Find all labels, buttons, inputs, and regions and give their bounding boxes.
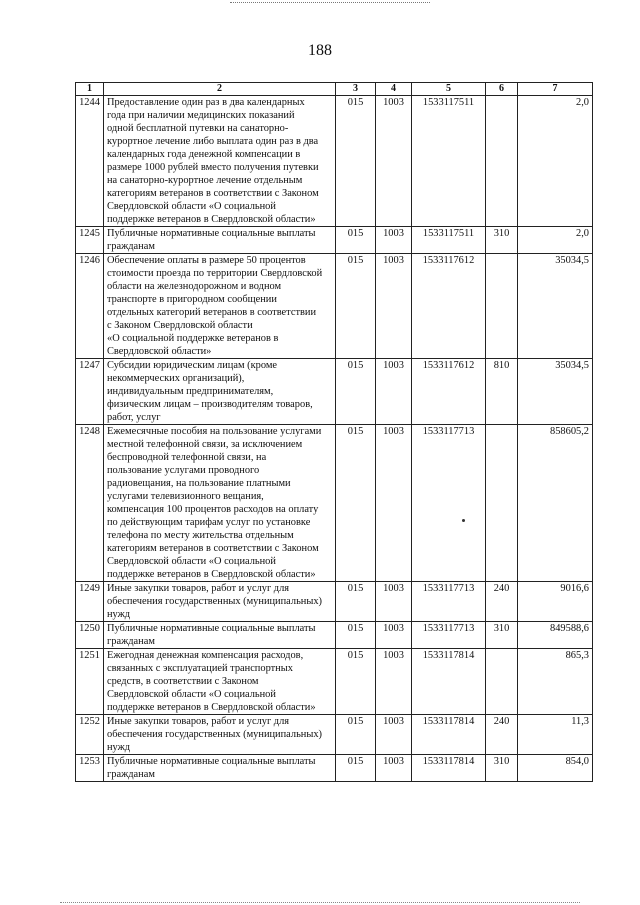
row-description xyxy=(104,755,336,782)
section-code: 1003 xyxy=(376,359,412,425)
table-row xyxy=(76,755,593,782)
description-line: Обеспечение оплаты в размере 50 процентов xyxy=(107,255,306,266)
ministry-code: 015 xyxy=(336,359,376,425)
description-line: Субсидии юридическим лицам (кроме xyxy=(107,360,278,371)
ministry-code: 015 xyxy=(336,649,376,715)
section-code: 1003 xyxy=(376,622,412,649)
description-line: Ежемесячные пособия на пользование услугами xyxy=(107,426,322,437)
expense-type-code xyxy=(486,96,518,227)
section-code: 1003 xyxy=(376,227,412,254)
ministry-code: 015 xyxy=(336,96,376,227)
table-row xyxy=(76,254,593,359)
row-description xyxy=(104,715,336,755)
ministry-code: 015 xyxy=(336,227,376,254)
description-line: календарных года денежной компенсации в xyxy=(107,149,301,160)
table-row xyxy=(76,96,593,227)
row-number: 1246 xyxy=(76,254,104,359)
section-code: 1003 xyxy=(376,649,412,715)
row-number: 1244 xyxy=(76,96,104,227)
section-code: 1003 xyxy=(376,254,412,359)
description-line: одной бесплатной путевки на санаторно- xyxy=(107,123,289,134)
header-col-2: 2 xyxy=(104,83,336,96)
page-number: 188 xyxy=(308,42,332,59)
description-line: Иные закупки товаров, работ и услуг для xyxy=(107,583,290,594)
scan-artifact-bottom xyxy=(60,902,580,904)
description-line: некоммерческих организаций), xyxy=(107,373,245,384)
expense-type-code: 240 xyxy=(486,715,518,755)
row-number: 1252 xyxy=(76,715,104,755)
row-description xyxy=(104,254,336,359)
description-line: Предоставление один раз в два календарных xyxy=(107,97,305,108)
table-row xyxy=(76,227,593,254)
row-number: 1249 xyxy=(76,582,104,622)
expense-type-code: 310 xyxy=(486,755,518,782)
description-line: работ, услуг xyxy=(107,412,161,423)
description-line: по действующим тарифам услуг по установке xyxy=(107,517,311,528)
section-code: 1003 xyxy=(376,755,412,782)
row-number: 1245 xyxy=(76,227,104,254)
target-article-code: 1533117511 xyxy=(412,96,486,227)
expense-type-code: 240 xyxy=(486,582,518,622)
description-line: обеспечения государственных (муниципальных) xyxy=(107,729,323,740)
header-row xyxy=(76,83,593,96)
description-line: области на железнодорожном и водном xyxy=(107,281,282,292)
ministry-code: 015 xyxy=(336,755,376,782)
scan-artifact-top xyxy=(230,2,430,4)
header-col-1: 1 xyxy=(76,83,104,96)
header-col-6: 6 xyxy=(486,83,518,96)
row-description xyxy=(104,359,336,425)
expense-type-code: 810 xyxy=(486,359,518,425)
row-description xyxy=(104,96,336,227)
amount: 858605,2 xyxy=(518,425,593,582)
row-number: 1247 xyxy=(76,359,104,425)
description-line: Ежегодная денежная компенсация расходов, xyxy=(107,650,304,661)
target-article-code: 1533117814 xyxy=(412,649,486,715)
ministry-code: 015 xyxy=(336,715,376,755)
ministry-code: 015 xyxy=(336,425,376,582)
description-line: компенсация 100 процентов расходов на оплату xyxy=(107,504,319,515)
header-col-7: 7 xyxy=(518,83,593,96)
amount: 865,3 xyxy=(518,649,593,715)
table-row xyxy=(76,582,593,622)
amount: 9016,6 xyxy=(518,582,593,622)
description-line: поддержке ветеранов в Свердловской области» xyxy=(107,569,316,580)
description-line: пользование услугами проводного xyxy=(107,465,260,476)
description-line: нужд xyxy=(107,609,131,620)
row-description xyxy=(104,649,336,715)
expense-type-code xyxy=(486,425,518,582)
description-line: нужд xyxy=(107,742,131,753)
description-line: с Законом Свердловской области xyxy=(107,320,253,331)
description-line: телефона по месту жительства отдельным xyxy=(107,530,294,541)
description-line: местной телефонной связи, за исключением xyxy=(107,439,303,450)
row-description xyxy=(104,425,336,582)
amount: 849588,6 xyxy=(518,622,593,649)
description-line: курортное лечение либо выплата один раз в два xyxy=(107,136,319,147)
description-line: беспроводной телефонной связи, на xyxy=(107,452,267,463)
description-line: гражданам xyxy=(107,769,155,780)
description-line: на санаторно-курортное лечение отдельным xyxy=(107,175,303,186)
target-article-code: 1533117814 xyxy=(412,715,486,755)
target-article-code: 1533117713 xyxy=(412,582,486,622)
description-line: поддержке ветеранов в Свердловской области» xyxy=(107,214,316,225)
description-line: категориям ветеранов в соответствии с Законом xyxy=(107,188,319,199)
section-code: 1003 xyxy=(376,715,412,755)
section-code: 1003 xyxy=(376,425,412,582)
description-line: радиовещания, на пользование платными xyxy=(107,478,291,489)
expense-type-code xyxy=(486,254,518,359)
target-article-code: 1533117713 xyxy=(412,425,486,582)
description-line: гражданам xyxy=(107,636,155,647)
header-col-4: 4 xyxy=(376,83,412,96)
scan-dot xyxy=(462,519,465,522)
description-line: стоимости проезда по территории Свердловской xyxy=(107,268,323,279)
description-line: категориям ветеранов в соответствии с Законом xyxy=(107,543,319,554)
table-row xyxy=(76,359,593,425)
description-line: Публичные нормативные социальные выплаты xyxy=(107,228,316,239)
header-col-3: 3 xyxy=(336,83,376,96)
description-line: Свердловской области «О социальной xyxy=(107,556,276,567)
amount: 35034,5 xyxy=(518,254,593,359)
description-line: индивидуальным предпринимателям, xyxy=(107,386,274,397)
description-line: средств, в соответствии с Законом xyxy=(107,676,259,687)
amount: 2,0 xyxy=(518,96,593,227)
ministry-code: 015 xyxy=(336,582,376,622)
table-body xyxy=(76,96,593,782)
amount: 35034,5 xyxy=(518,359,593,425)
table-row xyxy=(76,649,593,715)
expense-type-code xyxy=(486,649,518,715)
amount: 854,0 xyxy=(518,755,593,782)
description-line: Свердловской области» xyxy=(107,346,212,357)
description-line: Свердловской области «О социальной xyxy=(107,201,276,212)
target-article-code: 1533117713 xyxy=(412,622,486,649)
row-number: 1253 xyxy=(76,755,104,782)
description-line: размере 1000 рублей вместо получения путевки xyxy=(107,162,319,173)
section-code: 1003 xyxy=(376,96,412,227)
description-line: Иные закупки товаров, работ и услуг для xyxy=(107,716,290,727)
description-line: услугами телевизионного вещания, xyxy=(107,491,264,502)
section-code: 1003 xyxy=(376,582,412,622)
description-line: обеспечения государственных (муниципальных) xyxy=(107,596,323,607)
expense-type-code: 310 xyxy=(486,622,518,649)
target-article-code: 1533117511 xyxy=(412,227,486,254)
row-description xyxy=(104,227,336,254)
description-line: Свердловской области «О социальной xyxy=(107,689,276,700)
amount: 11,3 xyxy=(518,715,593,755)
description-line: физическим лицам – производителям товаров, xyxy=(107,399,313,410)
description-line: транспорте в пригородном сообщении xyxy=(107,294,277,305)
ministry-code: 015 xyxy=(336,622,376,649)
amount: 2,0 xyxy=(518,227,593,254)
description-line: поддержке ветеранов в Свердловской области» xyxy=(107,702,316,713)
description-line: Публичные нормативные социальные выплаты xyxy=(107,623,316,634)
table-row xyxy=(76,715,593,755)
description-line: гражданам xyxy=(107,241,155,252)
description-line: «О социальной поддержке ветеранов в xyxy=(107,333,279,344)
row-description xyxy=(104,622,336,649)
row-description xyxy=(104,582,336,622)
budget-table xyxy=(75,82,593,782)
row-number: 1250 xyxy=(76,622,104,649)
description-line: отдельных категорий ветеранов в соответствии xyxy=(107,307,317,318)
target-article-code: 1533117814 xyxy=(412,755,486,782)
row-number: 1248 xyxy=(76,425,104,582)
description-line: года при наличии медицинских показаний xyxy=(107,110,295,121)
target-article-code: 1533117612 xyxy=(412,359,486,425)
description-line: Публичные нормативные социальные выплаты xyxy=(107,756,316,767)
expense-type-code: 310 xyxy=(486,227,518,254)
target-article-code: 1533117612 xyxy=(412,254,486,359)
row-number: 1251 xyxy=(76,649,104,715)
table-row xyxy=(76,425,593,582)
ministry-code: 015 xyxy=(336,254,376,359)
description-line: связанных с эксплуатацией транспортных xyxy=(107,663,293,674)
table-row xyxy=(76,622,593,649)
header-col-5: 5 xyxy=(412,83,486,96)
